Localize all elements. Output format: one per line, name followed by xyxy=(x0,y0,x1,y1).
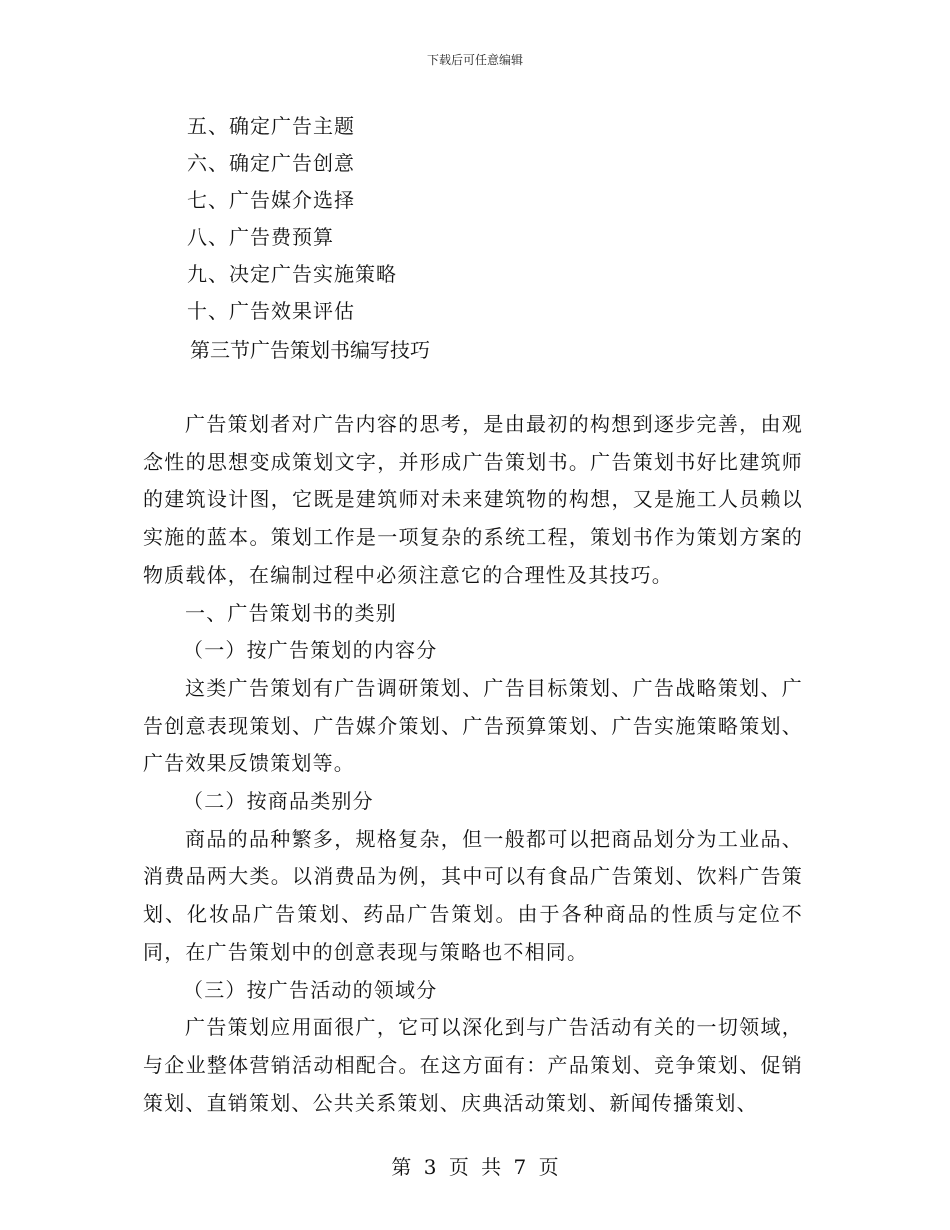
heading-categories: 一、广告策划书的类别 xyxy=(185,600,397,625)
intro-paragraph: 广告策划者对广告内容的思考，是由最初的构想到逐步完善，由观念性的思想变成策划文字，并形成广告策划书。广告策划书好比建筑师的建筑设计图，它既是建筑师对未来建筑物的构想，又是施工人员赖以实施的蓝本。策划工作是一项复杂的系统工程，策划书作为策划方案的物质载体，在编制过程中必须注意它的合理性及其技巧。 xyxy=(143,412,803,587)
document-body xyxy=(143,406,803,1122)
paragraph-by-product: 商品的品种繁多，规格复杂，但一般都可以把商品划分为工业品、消费品两大类。以消费品为例，其中可以有食品广告策划、饮料广告策划、化妆品广告策划、药品广告策划。由于各种商品的性质与定位不同，在广告策划中的创意表现与策略也不相同。 xyxy=(143,826,803,964)
toc-item: 九、决定广告实施策略 xyxy=(187,262,397,286)
section-title: 第三节广告策划书编写技巧 xyxy=(190,338,430,362)
toc-item: 七、广告媒介选择 xyxy=(187,188,355,212)
paragraph-by-domain: 广告策划应用面很广，它可以深化到与广告活动有关的一切领域，与企业整体营销活动相配合。在这方面有：产品策划、竞争策划、促销策划、直销策划、公共关系策划、庆典活动策划、新闻传播策划、 xyxy=(143,1015,803,1115)
subheading-by-product: （二）按商品类别分 xyxy=(183,789,374,814)
toc-item: 八、广告费预算 xyxy=(187,225,334,249)
page-header: 下载后可任意编辑 xyxy=(426,53,523,67)
page-footer: 第 3 页 共 7 页 xyxy=(391,1155,559,1179)
toc-item: 六、确定广告创意 xyxy=(187,151,355,175)
paragraph-by-content: 这类广告策划有广告调研策划、广告目标策划、广告战略策划、广告创意表现策划、广告媒介策划、广告预算策划、广告实施策略策划、广告效果反馈策划等。 xyxy=(143,675,803,776)
toc-item: 五、确定广告主题 xyxy=(187,114,355,138)
toc-list xyxy=(187,108,397,330)
toc-item: 十、广告效果评估 xyxy=(187,299,355,323)
subheading-by-content: （一）按广告策划的内容分 xyxy=(183,638,438,663)
subheading-by-domain: （三）按广告活动的领域分 xyxy=(183,977,438,1002)
